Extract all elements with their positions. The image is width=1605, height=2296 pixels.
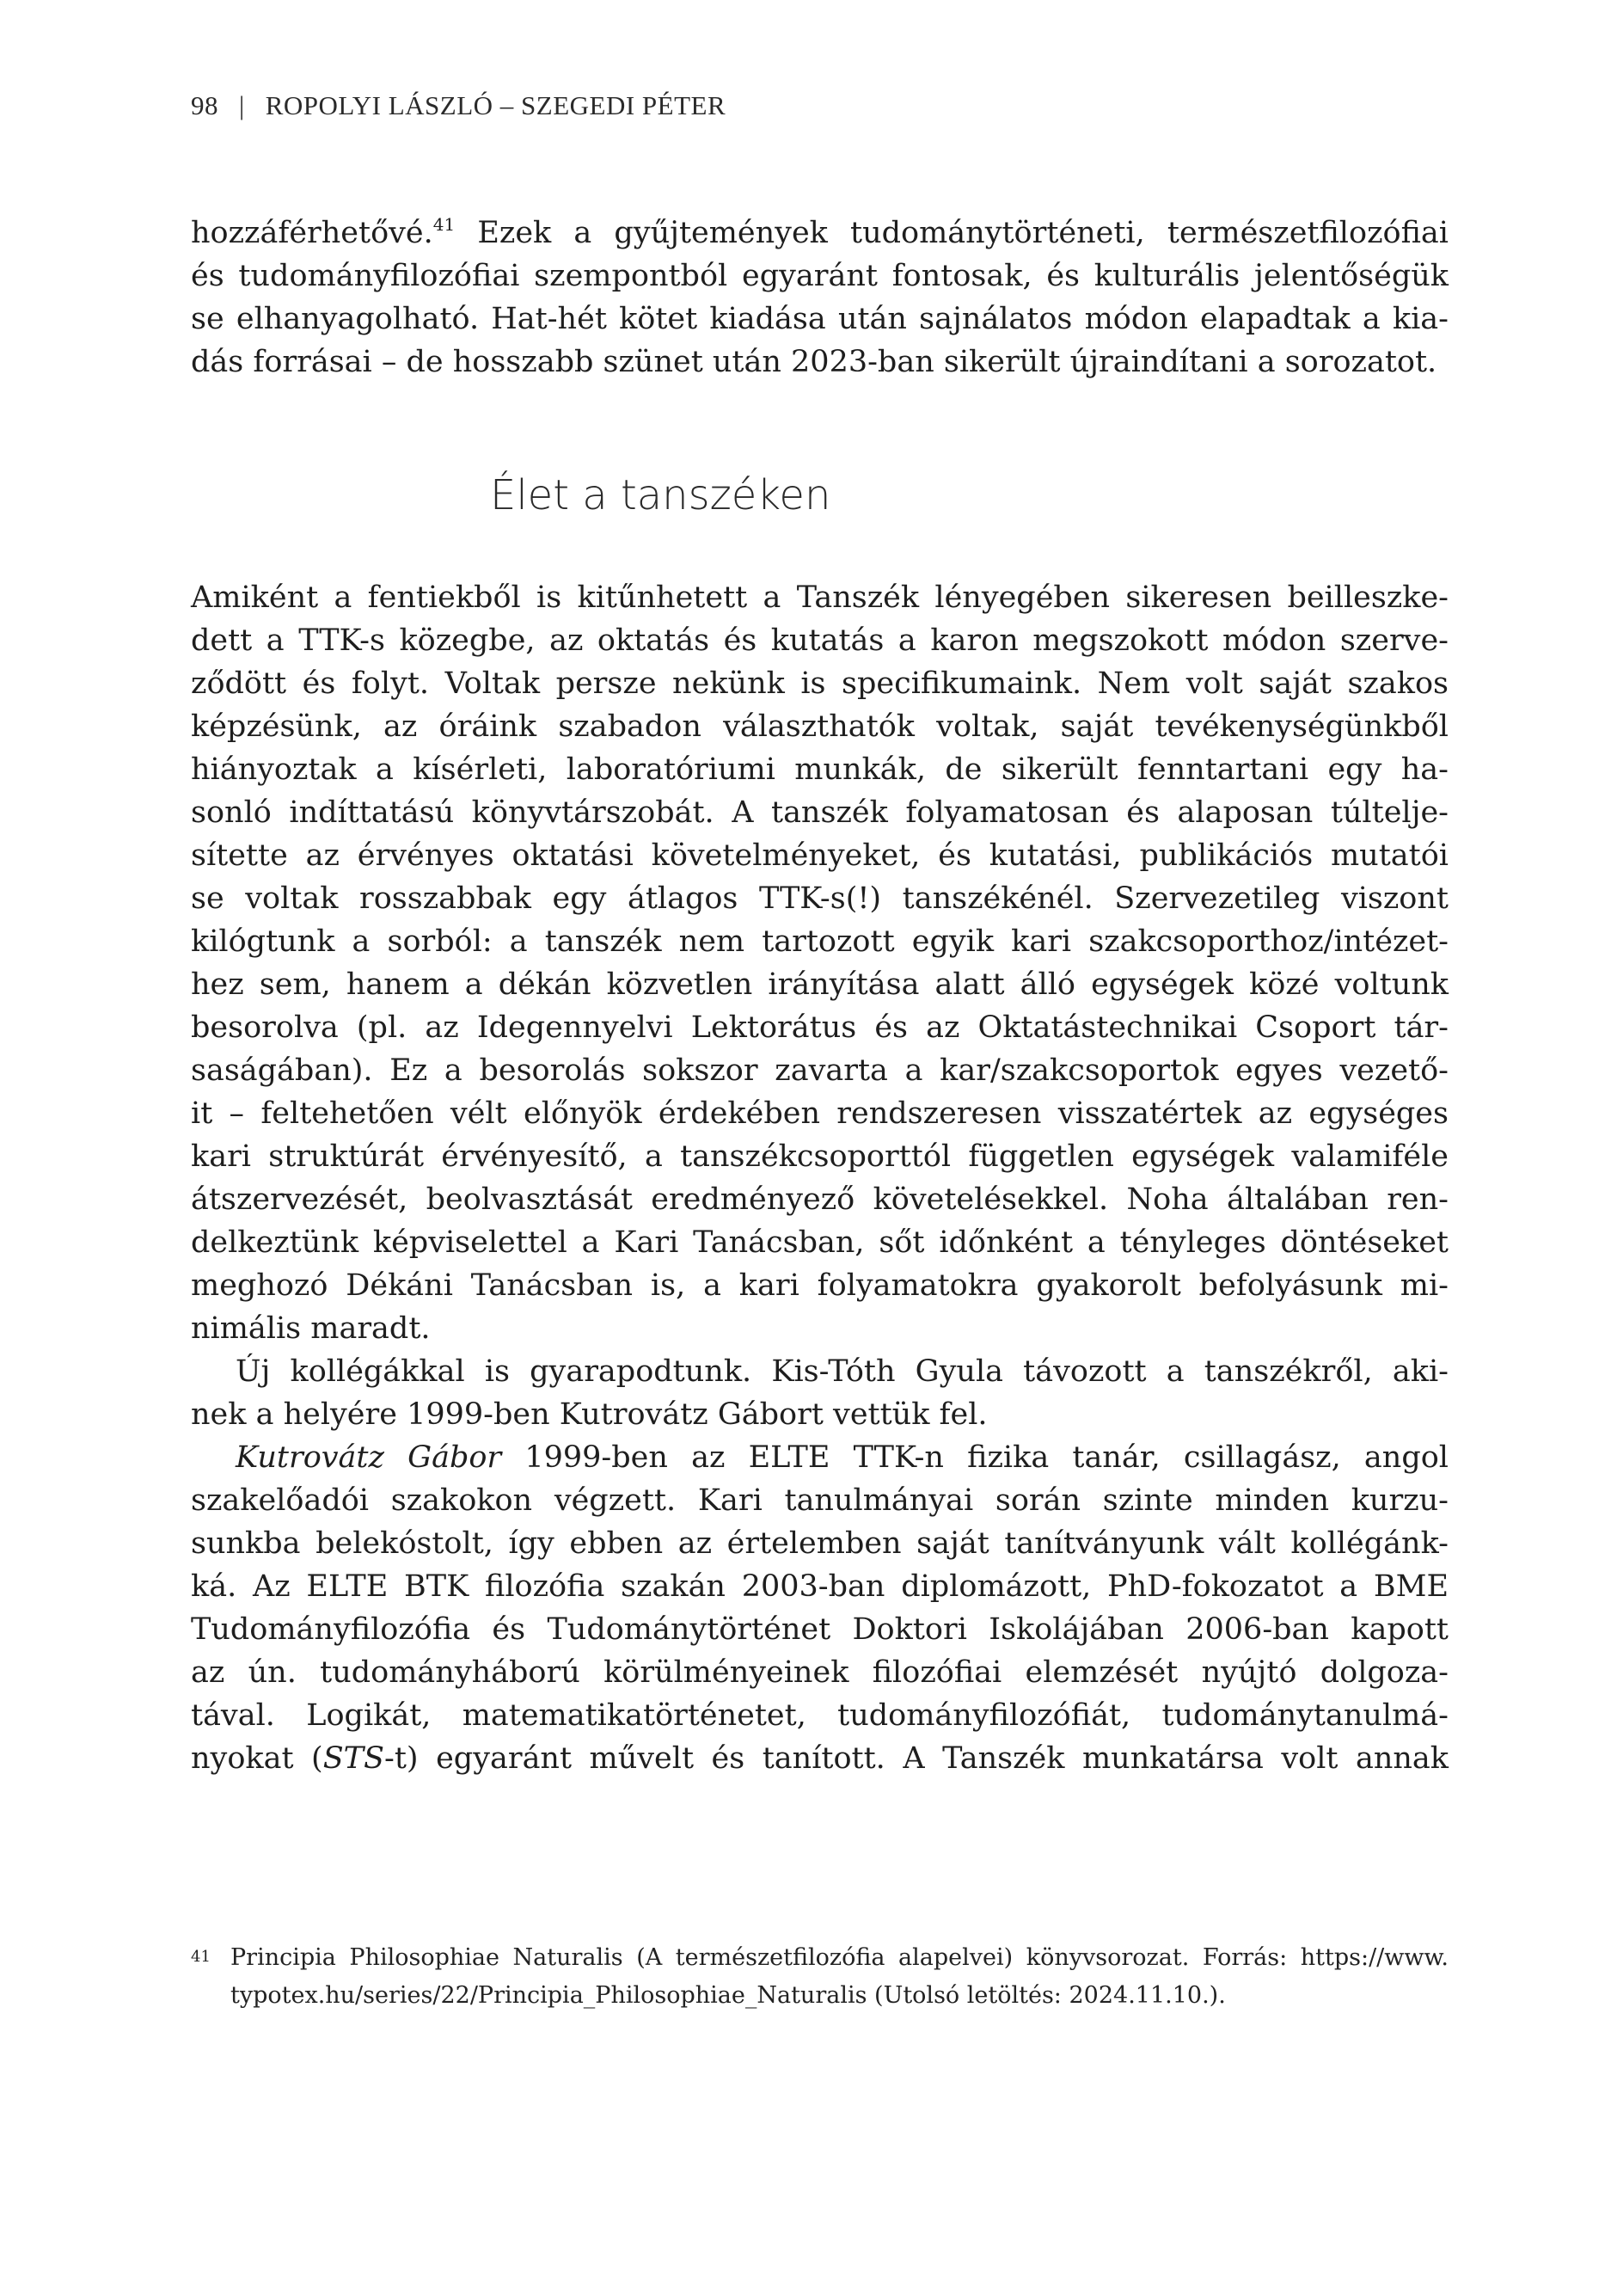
- p1-line: nimális maradt.: [191, 1311, 431, 1346]
- p1-line: Amiként a fentiekből is kitűnhetett a Tanszék lényegében sikeresen beilleszke-: [191, 580, 1449, 615]
- p2-line: Új kollégákkal is gyarapodtunk. Kis-Tóth Gyula távozott a tanszékről, aki-: [236, 1354, 1449, 1389]
- p1-line: se voltak rosszabbak egy átlagos TTK-s(!) tanszékénél. Szervezetileg viszont: [191, 881, 1449, 916]
- p3-line: az ún. tudományháború körülményeinek filozófiai elemzését nyújtó dolgoza-: [191, 1655, 1449, 1690]
- person-name: Kutrovátz Gábor: [236, 1440, 502, 1475]
- p1-line: delkeztünk képviselettel a Kari Tanácsban, sőt időnként a tényleges döntéseket: [191, 1225, 1449, 1260]
- p3-line: sunkba belekóstolt, így ebben az értelemben saját tanítványunk vált kollégánk-: [191, 1526, 1449, 1561]
- p1-line: saságában). Ez a besorolás sokszor zavarta a kar/szakcsoportok egyes vezető-: [191, 1053, 1449, 1088]
- p3-line: szakelőadói szakokon végzett. Kari tanulmányai során szinte minden kurzu-: [191, 1483, 1449, 1518]
- p1-line: dett a TTK-s közegbe, az oktatás és kutatás a karon megszokott módon szerve-: [191, 623, 1449, 658]
- p3-line: tával. Logikát, matematikatörténetet, tudományfilozófiát, tudománytanulmá-: [191, 1698, 1449, 1733]
- p1-line: kilógtunk a sorból: a tanszék nem tartozott egyik kari szakcsoporthoz/intézet-: [191, 924, 1449, 959]
- sts-abbrev: STS: [322, 1741, 385, 1776]
- footnote-reference[interactable]: 41: [432, 214, 456, 235]
- p1-line: kari struktúrát érvényesítő, a tanszékcsoporttól független egységek valamiféle: [191, 1139, 1449, 1174]
- p1-line: hiányoztak a kísérleti, laboratóriumi munkák, de sikerült fenntartani egy ha-: [191, 752, 1449, 787]
- p1-line: sítette az érvényes oktatási követelményeket, és kutatási, publikációs mutatói: [191, 838, 1449, 873]
- header-separator: |: [239, 90, 245, 120]
- running-head: [191, 90, 726, 121]
- p3-line: ká. Az ELTE BTK filozófia szakán 2003-ban diplomázott, PhD-fokozatot a BME: [191, 1569, 1449, 1604]
- section-title: Élet a tanszéken: [490, 471, 831, 519]
- p1-line: it – feltehetően vélt előnyök érdekében rendszeresen visszatértek az egységes: [191, 1096, 1449, 1131]
- p1-line: átszervezését, beolvasztását eredményező követelésekkel. Noha általában ren-: [191, 1182, 1449, 1217]
- p3-line: Tudományfilozófia és Tudománytörténet Doktori Iskolájában 2006-ban kapott: [191, 1612, 1449, 1647]
- p1-line: hez sem, hanem a dékán közvetlen irányítása alatt álló egységek közé voltunk: [191, 967, 1449, 1002]
- p1-line: sonló indíttatású könyvtárszobát. A tanszék folyamatosan és alaposan túlteljе-: [191, 795, 1449, 830]
- p1-line: meghozó Dékáni Tanácsban is, a kari folyamatokra gyakorolt befolyásunk mi-: [191, 1268, 1449, 1303]
- p1-line: képzésünk, az óráink szabadon választhatók voltak, saját tevékenységünkből: [191, 709, 1449, 744]
- footnote-line-2: typotex.hu/series/22/Principia_Philosophiae_Naturalis (Utolsó letöltés: 2024.11.10.).: [230, 1982, 1226, 2009]
- p1-line: besorolva (pl. az Idegennyelvi Lektorátus és az Oktatástechnikai Csoport tár-: [191, 1010, 1449, 1045]
- p2-line: nek a helyére 1999-ben Kutrovátz Gábort vettük fel.: [191, 1397, 988, 1432]
- p3-line-1: Kutrovátz Gábor 1999-ben az ELTE TTK-n fizika tanár, csillagász, angol: [236, 1440, 1449, 1475]
- footnote-marker: 41: [191, 1948, 211, 1966]
- intro-line-4: dás forrásai – de hosszabb szünet után 2023-ban sikerült újraindítani a sorozatot.: [191, 345, 1437, 379]
- intro-line-2: és tudományfilozófiai szempontból egyaránt fontosak, és kulturális jelentőségük: [191, 259, 1449, 293]
- header-authors: ROPOLYI LÁSZLÓ – SZEGEDI PÉTER: [265, 90, 726, 120]
- intro-line-1: hozzáférhetővé.$^{41}$ Ezek a gyűjtemények tudománytörténeti, természetfilozófiai: [191, 214, 1449, 250]
- p3-line-last: nyokat (STS-t) egyaránt művelt és tanított. A Tanszék munkatársa volt annak: [191, 1741, 1449, 1776]
- page-number: 98: [191, 90, 218, 120]
- footnote-line-1: Principia Philosophiae Naturalis (A természetfilozófia alapelvei) könyvsorozat. Forrás: https://www.: [230, 1944, 1449, 1971]
- p1-line: ződött és folyt. Voltak persze nekünk is specifikumaink. Nem volt saját szakos: [191, 666, 1449, 701]
- intro-line-3: se elhanyagolható. Hat-hét kötet kiadása után sajnálatos módon elapadtak a kia-: [191, 302, 1449, 336]
